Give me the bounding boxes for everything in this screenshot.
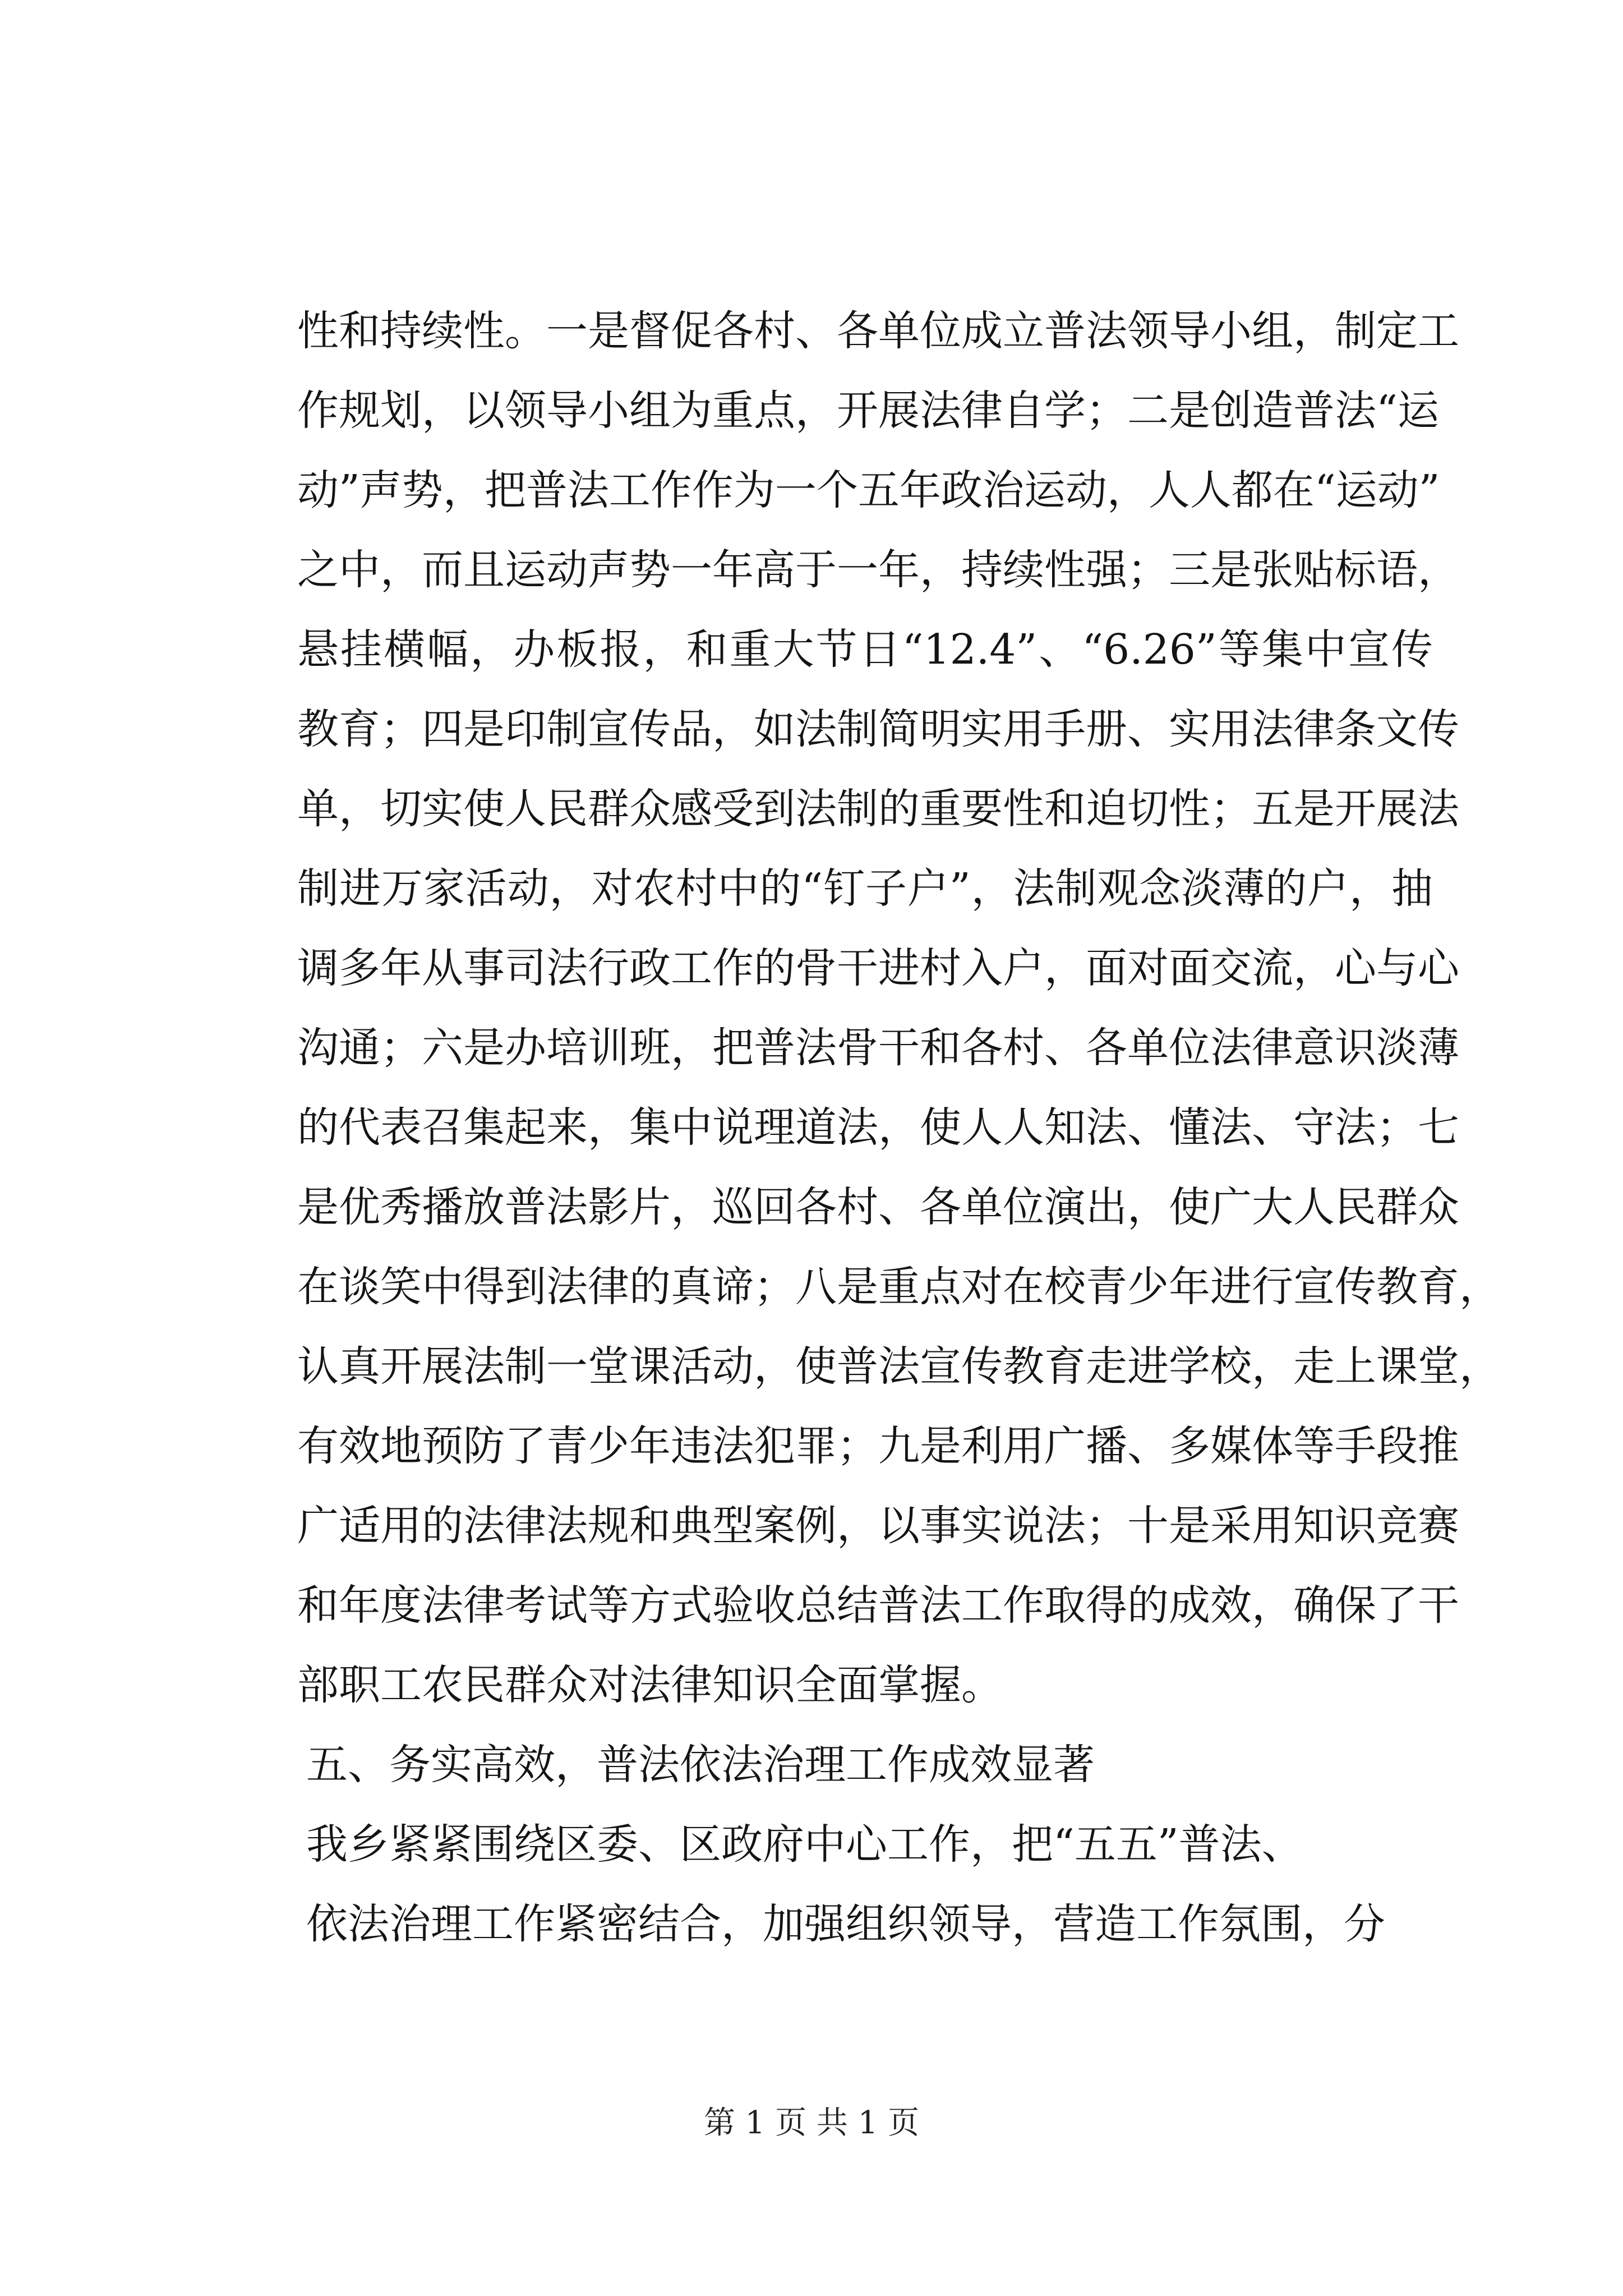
body-line-1: 性和持续性。一是督促各村、各单位成立普法领导小组，制定工 — [297, 307, 1459, 355]
page-number-footer: 第 1 页 共 1 页 — [703, 2105, 920, 2141]
body-line-12: 是优秀播放普法影片，巡回各村、各单位演出，使广大人民群众 — [297, 1183, 1459, 1231]
body-line-18: 部职工农民群众对法律知识全面掌握。 — [297, 1661, 1003, 1709]
section-heading: 五、务实高效，普法依法治理工作成效显著 — [306, 1741, 1095, 1789]
body-line-3: 动”声势，把普法工作作为一个五年政治运动，人人都在“运动” — [297, 466, 1440, 514]
body-line-13: 在谈笑中得到法律的真谛；八是重点对在校青少年进行宣传教育， — [297, 1263, 1501, 1311]
body-line-9: 调多年从事司法行政工作的骨干进村入户，面对面交流，心与心 — [297, 944, 1459, 992]
body-line-15: 有效地预防了青少年违法犯罪；九是利用广播、多媒体等手段推 — [297, 1422, 1459, 1470]
body-line-10: 沟通；六是办培训班，把普法骨干和各村、各单位法律意识淡薄 — [297, 1024, 1459, 1072]
body-line-7: 单，切实使人民群众感受到法制的重要性和迫切性；五是开展法 — [297, 785, 1459, 833]
body-line-11: 的代表召集起来，集中说理道法，使人人知法、懂法、守法；七 — [297, 1103, 1459, 1152]
section-line-1: 我乡紧紧围绕区委、区政府中心工作，把“五五”普法、 — [306, 1820, 1303, 1869]
section-line-2: 依法治理工作紧密结合，加强组织领导，营造工作氛围，分 — [306, 1900, 1385, 1948]
body-line-8: 制进万家活动，对农村中的“钉子户”，法制观念淡薄的户，抽 — [297, 864, 1433, 913]
body-line-2: 作规划，以领导小组为重点，开展法律自学；二是创造普法“运 — [297, 386, 1439, 435]
body-line-4: 之中，而且运动声势一年高于一年，持续性强；三是张贴标语， — [297, 546, 1459, 594]
body-line-16: 广适用的法律法规和典型案例，以事实说法；十是采用知识竞赛 — [297, 1502, 1459, 1550]
body-line-14: 认真开展法制一堂课活动，使普法宣传教育走进学校，走上课堂， — [297, 1342, 1501, 1391]
body-line-17: 和年度法律考试等方式验收总结普法工作取得的成效，确保了干 — [297, 1581, 1459, 1630]
body-line-6: 教育；四是印制宣传品，如法制简明实用手册、实用法律条文传 — [297, 705, 1459, 753]
body-line-5: 悬挂横幅，办板报，和重大节日“12.4”、“6.26”等集中宣传 — [297, 625, 1433, 674]
